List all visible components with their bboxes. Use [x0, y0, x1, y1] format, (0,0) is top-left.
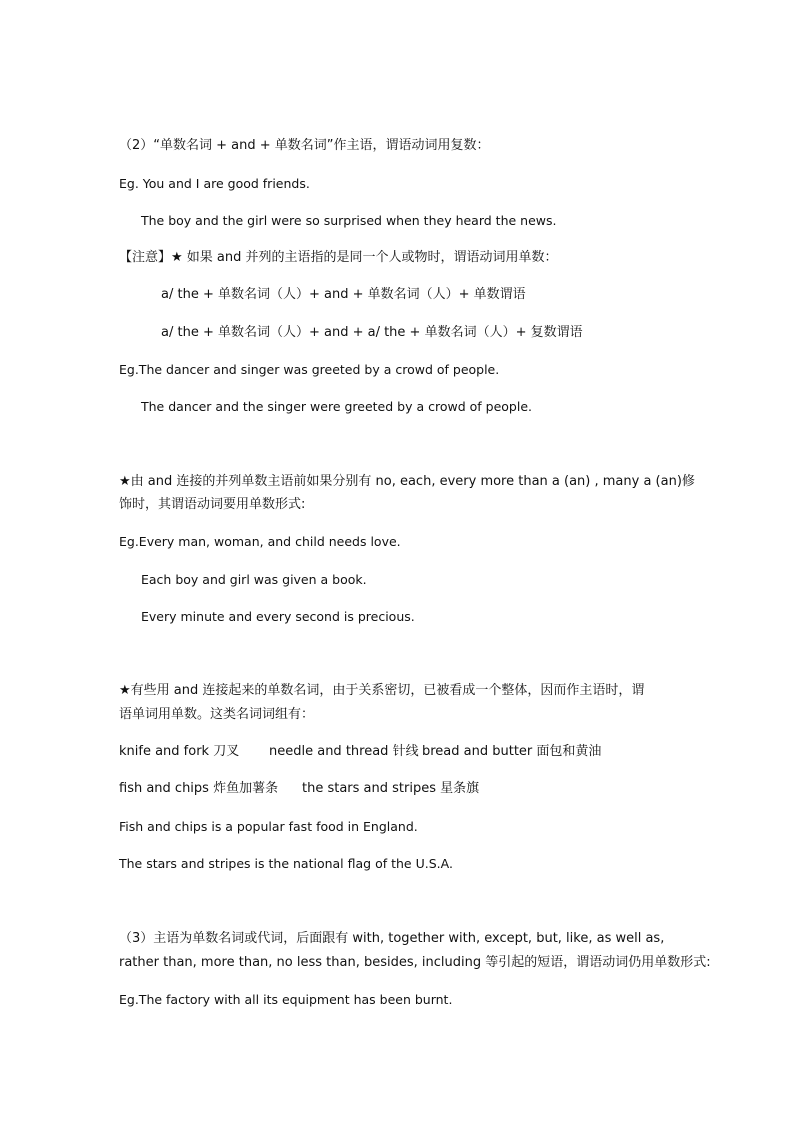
whole-rule-line-2: 语单词用单数。这类名词词组有： — [119, 707, 315, 722]
each-rule-line-1: ★由 and 连接的并列单数主语前如果分别有 no, each, every more than a (an) , many a (an)修 — [119, 474, 695, 489]
phrase-row-1 — [119, 744, 679, 762]
section2-note: 【注意】★ 如果 and 并列的主语指的是同一个人或物时，谓语动词用单数： — [119, 250, 558, 265]
each-example-3: Every minute and every second is precious. — [141, 609, 415, 624]
phrase-bread-and-butter: bread and butter 面包和黄油 — [422, 744, 602, 759]
phrase-fish-and-chips: fish and chips 炸鱼加薯条 — [119, 781, 279, 796]
each-example-1: Eg.Every man, woman, and child needs love. — [119, 534, 401, 549]
phrase-row-2 — [119, 781, 679, 799]
section2-example-2: The boy and the girl were so surprised when they heard the news. — [141, 213, 557, 228]
whole-example-1: Fish and chips is a popular fast food in England. — [119, 819, 418, 834]
section2-heading: （2）“单数名词 + and + 单数名词”作主语，谓语动词用复数： — [119, 138, 490, 153]
phrase-knife-and-fork: knife and fork 刀叉 — [119, 744, 240, 759]
each-rule-line-2: 饰时，其谓语动词要用单数形式: — [119, 497, 306, 512]
whole-example-2: The stars and stripes is the national flag of the U.S.A. — [119, 856, 453, 871]
section2-example-1: Eg. You and I are good friends. — [119, 176, 310, 191]
section3-example-1: Eg.The factory with all its equipment has been burnt. — [119, 992, 453, 1007]
phrase-stars-and-stripes: the stars and stripes 星条旗 — [302, 781, 480, 796]
section2-formula-2: a/ the + 单数名词（人）+ and + a/ the + 单数名词（人）+ 复数谓语 — [161, 325, 583, 340]
section2-example-3: Eg.The dancer and singer was greeted by a crowd of people. — [119, 362, 500, 377]
phrase-needle-and-thread: needle and thread 针线 — [269, 744, 419, 759]
section3-line-2: rather than, more than, no less than, besides, including 等引起的短语，谓语动词仍用单数形式: — [119, 955, 711, 970]
section2-example-4: The dancer and the singer were greeted by a crowd of people. — [141, 399, 532, 414]
whole-rule-line-1: ★有些用 and 连接起来的单数名词，由于关系密切，已被看成一个整体，因而作主语时，谓 — [119, 683, 645, 698]
section2-formula-1: a/ the + 单数名词（人）+ and + 单数名词（人）+ 单数谓语 — [161, 287, 526, 302]
section3-line-1: （3）主语为单数名词或代词，后面跟有 with, together with, except, but, like, as well as, — [119, 931, 665, 946]
each-example-2: Each boy and girl was given a book. — [141, 572, 367, 587]
